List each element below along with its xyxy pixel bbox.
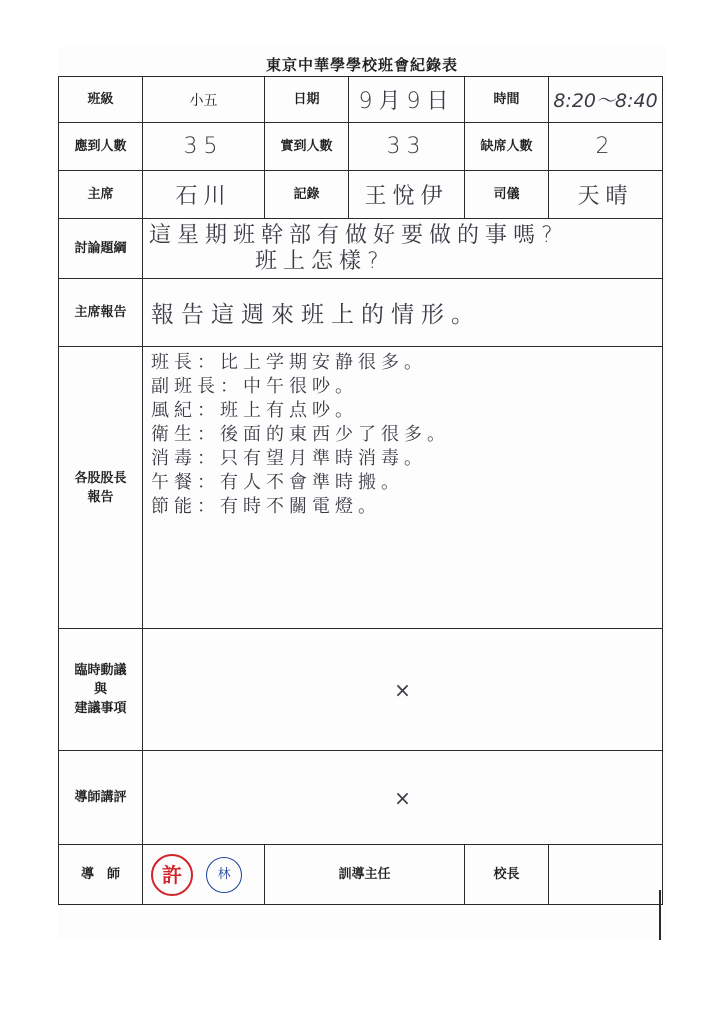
record-table xyxy=(58,76,663,905)
principal-label: 校長 xyxy=(465,845,549,905)
recorder-label: 記錄 xyxy=(265,171,349,219)
topic-line-2: 班上怎樣? xyxy=(255,248,385,274)
motions-label-line-3: 建議事項 xyxy=(74,701,127,716)
officer-line: 風紀：班上有点吵。 xyxy=(151,400,358,421)
mentor-label: 導 師 xyxy=(59,845,143,905)
class-label: 班級 xyxy=(59,77,143,123)
absent-label: 缺席人數 xyxy=(465,123,549,171)
row-class-date-time xyxy=(59,77,663,123)
row-mentor-comment xyxy=(59,751,663,845)
present-value[interactable]: 33 xyxy=(349,123,465,171)
row-motions xyxy=(59,629,663,751)
date-value[interactable]: 9月9日 xyxy=(349,77,465,123)
officers-report-label-line-2: 報告 xyxy=(87,489,114,505)
class-value[interactable]: 小五 xyxy=(143,77,265,123)
officer-line: 衛生：後面的東西少了很多。 xyxy=(151,424,450,445)
row-signatures xyxy=(59,845,663,905)
chair-report-value[interactable]: 報告這週來班上的情形。 xyxy=(143,279,663,347)
motions-label-line-2: 與 xyxy=(93,682,107,697)
topic-label: 討論題綱 xyxy=(59,219,143,279)
officer-line: 消毒：只有望月準時消毒。 xyxy=(151,448,427,469)
officer-line: 節能：有時不關電燈。 xyxy=(151,496,381,517)
principal-signature-cell[interactable] xyxy=(549,845,663,905)
topic-line-1: 這星期班幹部有做好要做的事嗎? xyxy=(149,222,559,248)
officers-report-label-line-1: 各股股長 xyxy=(74,470,127,486)
row-chair-report xyxy=(59,279,663,347)
mentor-comment-value[interactable]: × xyxy=(143,751,663,845)
margin-line xyxy=(659,890,661,940)
mentor-comment-label: 導師講評 xyxy=(59,751,143,845)
row-attendance xyxy=(59,123,663,171)
officer-line: 副班長：中午很吵。 xyxy=(151,376,358,397)
absent-value[interactable]: 2 xyxy=(549,123,663,171)
officer-line: 午餐：有人不會準時搬。 xyxy=(151,472,404,493)
row-officers-report xyxy=(59,347,663,629)
mentor-signature-cell[interactable] xyxy=(143,845,265,905)
mc-label: 司儀 xyxy=(465,171,549,219)
expected-value[interactable]: 35 xyxy=(143,123,265,171)
motions-label xyxy=(59,629,143,751)
motions-label-line-1: 臨時動議 xyxy=(74,663,127,678)
expected-label: 應到人數 xyxy=(59,123,143,171)
time-value[interactable]: 8:20～8:40 xyxy=(549,77,663,123)
time-label: 時間 xyxy=(465,77,549,123)
recorder-value[interactable]: 王悅伊 xyxy=(349,171,465,219)
date-label: 日期 xyxy=(265,77,349,123)
mentor-seal-stamp: 許 xyxy=(151,854,193,896)
officer-line: 班長：比上学期安静很多。 xyxy=(151,352,427,373)
director-label: 訓導主任 xyxy=(265,845,465,905)
present-label: 實到人數 xyxy=(265,123,349,171)
chair-label: 主席 xyxy=(59,171,143,219)
motions-value[interactable]: × xyxy=(143,629,663,751)
mentor-signature-mark: 林 xyxy=(206,857,242,893)
form-title: 東京中華學學校班會紀錄表 xyxy=(265,56,458,74)
form-sheet xyxy=(58,46,666,940)
officers-report-value[interactable] xyxy=(143,347,663,629)
row-roles xyxy=(59,171,663,219)
chair-report-label: 主席報告 xyxy=(59,279,143,347)
officers-report-label xyxy=(59,347,143,629)
chair-value[interactable]: 石川 xyxy=(143,171,265,219)
topic-value[interactable] xyxy=(143,219,663,279)
mc-value[interactable]: 天晴 xyxy=(549,171,663,219)
row-topic xyxy=(59,219,663,279)
